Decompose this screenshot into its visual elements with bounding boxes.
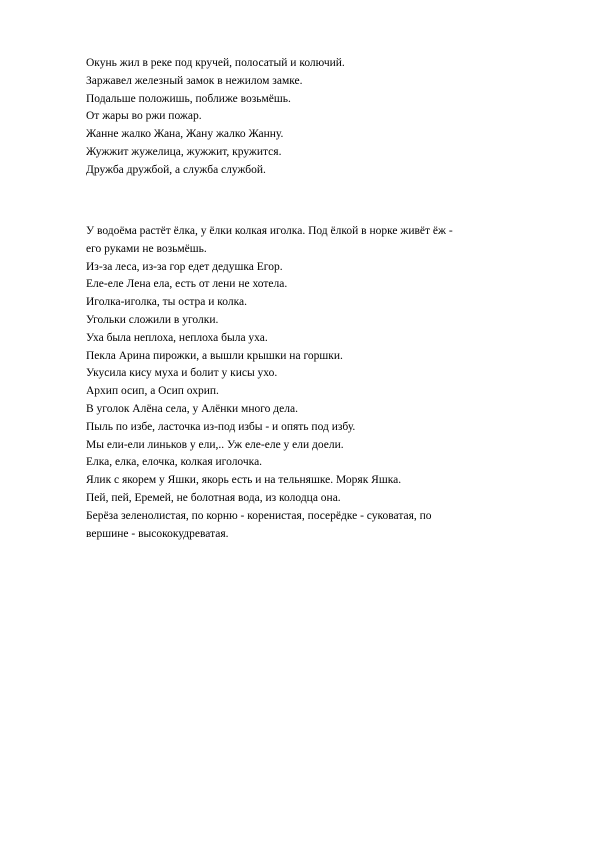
text-line: Дружба дружбой, а служба службой. (86, 163, 266, 176)
text-line: Угольки сложили в уголки. (86, 313, 219, 326)
text-line: Пекла Арина пирожки, а вышли крышки на горшки. (86, 349, 343, 362)
text-line: Пей, пей, Еремей, не болотная вода, из колодца она. (86, 491, 341, 504)
text-line: Подальше положишь, поближе возьмёшь. (86, 92, 291, 105)
text-line: Елка, елка, елочка, колкая иголочка. (86, 456, 263, 469)
text-line: У водоёма растёт ёлка, у ёлки колкая иголка. Под ёлкой в норке живёт ёж - (86, 225, 453, 237)
text-line: Еле-еле Лена ела, есть от лени не хотела. (86, 278, 288, 291)
text-line: От жары во ржи пожар. (86, 110, 202, 123)
text-line: Жужжит жужелица, жужжит, кружится. (86, 145, 282, 158)
text-line: В уголок Алёна села, у Алёнки много дела. (86, 402, 298, 415)
text-line: Пыль по избе, ласточка из-под избы - и опять под избу. (86, 420, 356, 433)
text-line: Архип осип, а Осип охрип. (86, 385, 219, 398)
text-line: Укусила кису муха и болит у кисы ухо. (86, 367, 278, 380)
text-line: Из-за леса, из-за гор едет дедушка Егор. (86, 260, 283, 273)
text-line: Берёза зеленолистая, по корню - коренистая, посерёдке - суковатая, по (86, 509, 432, 522)
text-line: Иголка-иголка, ты остра и колка. (86, 296, 248, 309)
text-line: Заржавел железный замок в нежилом замке. (86, 74, 303, 87)
tongue-twisters-paragraph-2 (86, 223, 546, 543)
text-line: Мы ели-ели линьков у ели,.. Уж еле-еле у ели доели. (86, 438, 344, 451)
text-line: Жанне жалко Жана, Жану жалко Жанну. (86, 128, 284, 141)
text-line: вершине - высококудреватая. (86, 527, 229, 540)
text-line: его руками не возьмёшь. (86, 242, 207, 255)
text-line: Окунь жил в реке под кручей, полосатый и колючий. (86, 57, 345, 69)
text-line: Уха была неплоха, неплоха была уха. (86, 331, 268, 344)
tongue-twisters-paragraph-1 (86, 55, 546, 180)
text-line: Ялик с якорем у Яшки, якорь есть и на тельняшке. Моряк Яшка. (86, 474, 402, 487)
